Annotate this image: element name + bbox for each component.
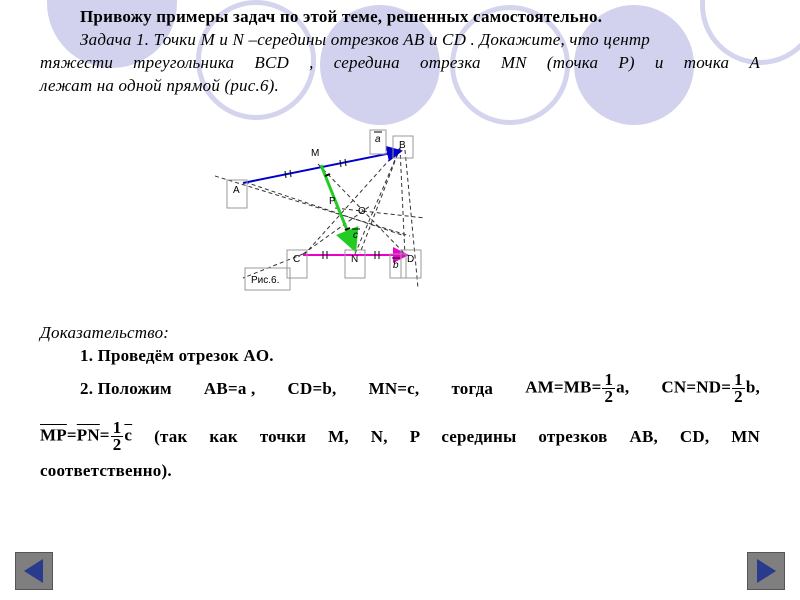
label-a-point: A xyxy=(233,185,240,196)
proof-step-2-line-2 xyxy=(40,420,760,453)
label-p-point: P xyxy=(329,196,336,207)
explain-end: соответственно). xyxy=(40,461,172,480)
label-n-point: N xyxy=(351,254,359,265)
task-line-1 xyxy=(80,29,650,50)
label-d-point: D xyxy=(407,254,415,265)
c-vector: $\overline{c}$ xyxy=(124,425,133,445)
label-b-vector: b xyxy=(393,260,399,271)
am-tail: a, xyxy=(616,377,630,397)
prev-slide-button[interactable] xyxy=(15,552,53,590)
label-c-point: C xyxy=(293,254,301,265)
mp-equation xyxy=(40,420,132,453)
figure-caption: Рис.6. xyxy=(251,275,280,286)
am-equation xyxy=(525,372,629,405)
cn-text: CN=ND= xyxy=(661,377,732,397)
frac-den-3: 2 xyxy=(112,435,122,454)
then-word: тогда xyxy=(451,379,494,398)
proof-title: Доказательство: xyxy=(40,323,170,342)
next-slide-button[interactable] xyxy=(747,552,785,590)
label-c-vector: c xyxy=(353,230,358,241)
label-b-point: B xyxy=(399,140,406,151)
task-text-1: Точки M и N –середины отрезков AB и CD . Докажите, что центр xyxy=(153,30,650,49)
geometry-figure xyxy=(215,118,430,293)
eq-sign-1: = xyxy=(66,425,77,445)
frac-num-2: 1 xyxy=(734,370,743,389)
explain-text: (так как точки M, N, P середины отрезков AB, CD, MN xyxy=(154,427,760,446)
task-line-3: лежат на одной прямой (рис.6). xyxy=(40,76,279,95)
frac-den-1: 2 xyxy=(604,387,614,406)
label-o-point: O xyxy=(358,206,366,217)
frac-num-1: 1 xyxy=(604,370,614,389)
mn-equation: MN=c, xyxy=(368,379,420,398)
mp-vector: $\overline{MP}$ xyxy=(40,425,67,445)
eq-sign-2: = xyxy=(99,425,110,445)
proof-step-2 xyxy=(80,372,760,405)
am-text: AM=MB= xyxy=(525,377,602,397)
task-label: Задача 1. xyxy=(80,30,150,49)
fraction-half-1 xyxy=(602,372,615,405)
frac-num-3: 1 xyxy=(112,418,122,437)
proof-step-1: 1. Проведём отрезок AO. xyxy=(80,346,274,365)
cn-tail: b, xyxy=(745,377,760,397)
step-2-prefix: 2. Положим xyxy=(80,379,172,398)
pn-vector: $\overline{PN}$ xyxy=(76,425,100,445)
arrow-left-icon xyxy=(16,553,52,589)
label-a-vector: a xyxy=(375,134,381,145)
fraction-half-2 xyxy=(732,372,745,405)
arrow-right-icon xyxy=(748,553,784,589)
frac-den-2: 2 xyxy=(734,387,743,406)
cd-equation: CD=b, xyxy=(287,379,337,398)
cn-equation xyxy=(661,372,760,405)
fraction-half-3 xyxy=(111,420,124,453)
label-m-point: M xyxy=(311,148,320,159)
task-line-2: тяжести треугольника BCD , середина отрезка MN (точка P) и точка A xyxy=(40,53,760,72)
heading: Привожу примеры задач по этой теме, решенных самостоятельно. xyxy=(80,7,603,26)
ab-equation: AB=a , xyxy=(203,379,256,398)
